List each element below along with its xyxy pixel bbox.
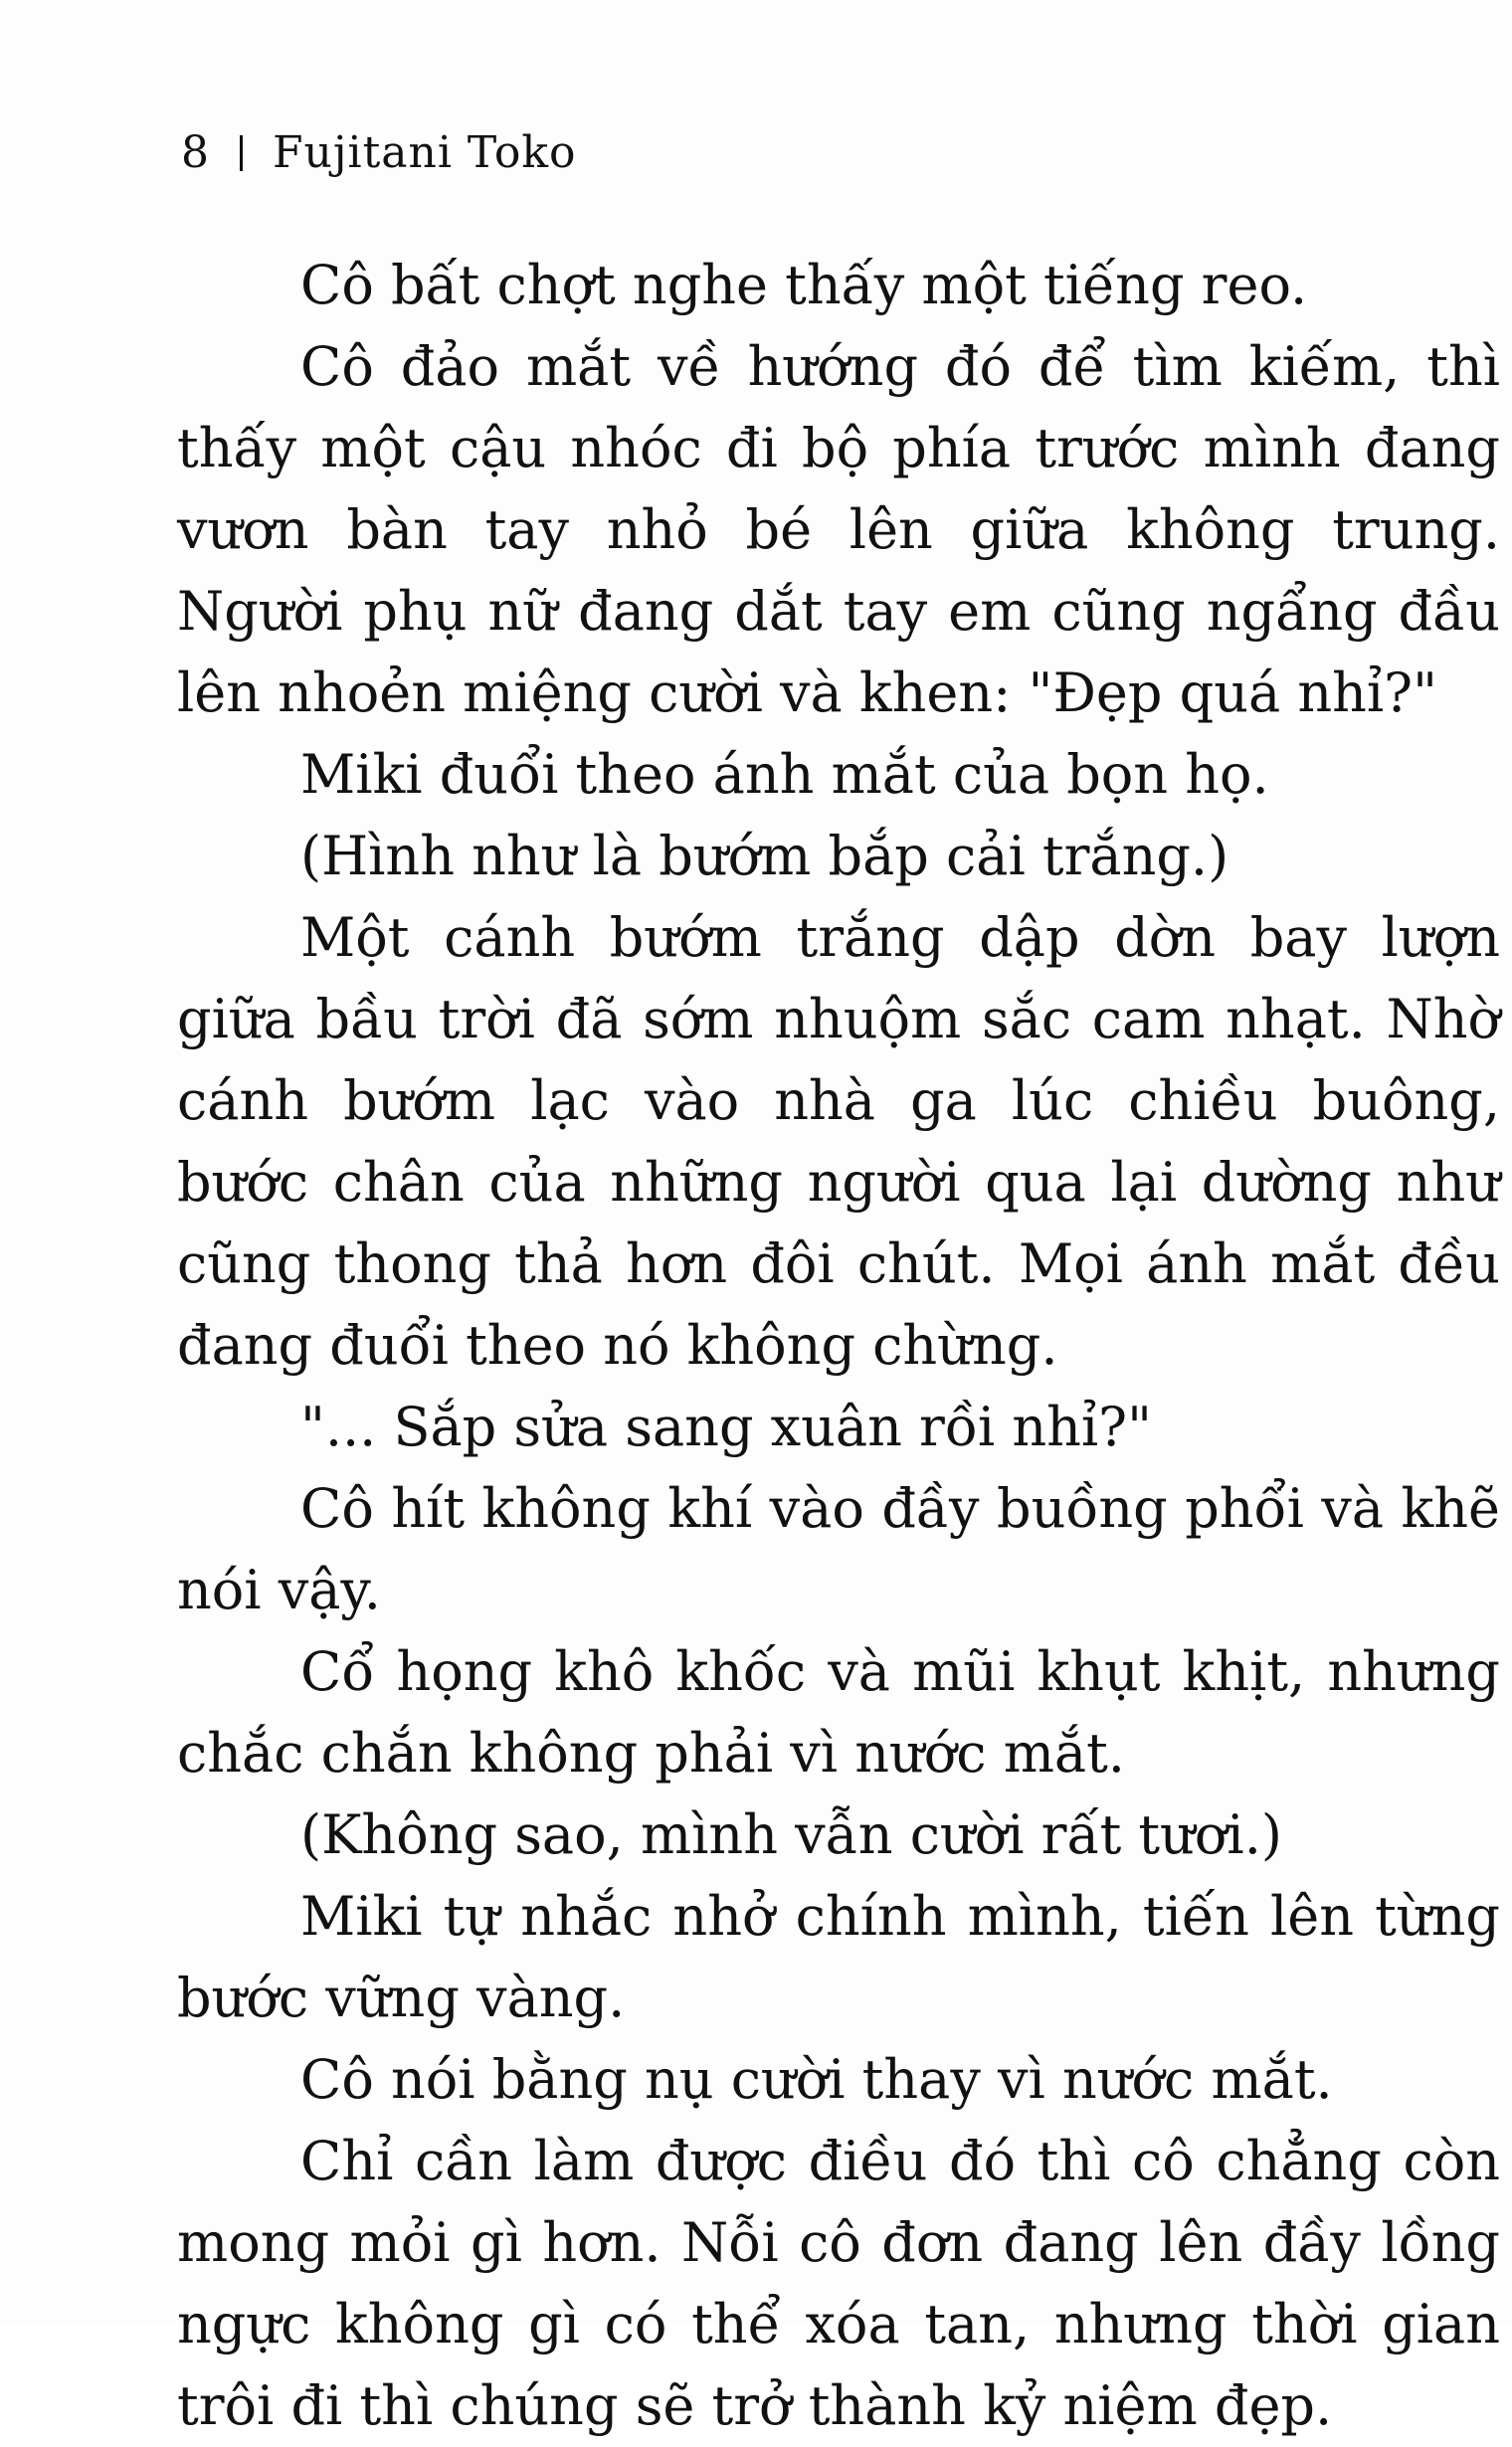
paragraph: "... Sắp sửa sang xuân rồi nhỉ?" bbox=[300, 1396, 1152, 1458]
body-text bbox=[177, 245, 1500, 2447]
paragraph: Một cánh bướm trắng dập dờn bay lượn giữa bầu trời đã sớm nhuộm sắc cam nhạt. Nhờ cánh bướm lạc vào nhà ga lúc chiều buông, bước chân của những người qua lại dường như cũng thong thả hơn đôi chút. Mọi ánh mắt đều đang đuổi theo nó không chừng. bbox=[177, 906, 1500, 1377]
running-header bbox=[181, 127, 576, 178]
paragraph: Cô nói bằng nụ cười thay vì nước mắt. bbox=[300, 2048, 1333, 2111]
paragraph: Miki đuổi theo ánh mắt của bọn họ. bbox=[300, 743, 1269, 806]
page-number: 8 bbox=[181, 127, 210, 178]
paragraph: Cô đảo mắt về hướng đó để tìm kiếm, thì thấy một cậu nhóc đi bộ phía trước mình đang vươn bàn tay nhỏ bé lên giữa không trung. Người phụ nữ đang dắt tay em cũng ngẩng đầu lên nhoẻn miệng cười và khen: "Đẹp quá nhỉ?" bbox=[177, 335, 1500, 724]
paragraph: Cô bất chợt nghe thấy một tiếng reo. bbox=[300, 254, 1308, 316]
paragraph: (Hình như là bướm bắp cải trắng.) bbox=[300, 825, 1229, 887]
author-name: Fujitani Toko bbox=[273, 127, 577, 178]
paragraph: Chỉ cần làm được điều đó thì cô chẳng còn mong mỏi gì hơn. Nỗi cô đơn đang lên đầy lồng ngực không gì có thể xóa tan, nhưng thời gian trôi đi thì chúng sẽ trở thành kỷ niệm đẹp. bbox=[177, 2130, 1500, 2437]
paragraph: (Không sao, mình vẫn cười rất tươi.) bbox=[300, 1803, 1282, 1866]
paragraph: Cổ họng khô khốc và mũi khụt khịt, nhưng chắc chắn không phải vì nước mắt. bbox=[177, 1640, 1500, 1785]
paragraph: Miki tự nhắc nhở chính mình, tiến lên từng bước vững vàng. bbox=[177, 1885, 1500, 2029]
paragraph: Cô hít không khí vào đầy buồng phổi và khẽ nói vậy. bbox=[177, 1477, 1500, 1621]
header-separator bbox=[240, 135, 243, 171]
